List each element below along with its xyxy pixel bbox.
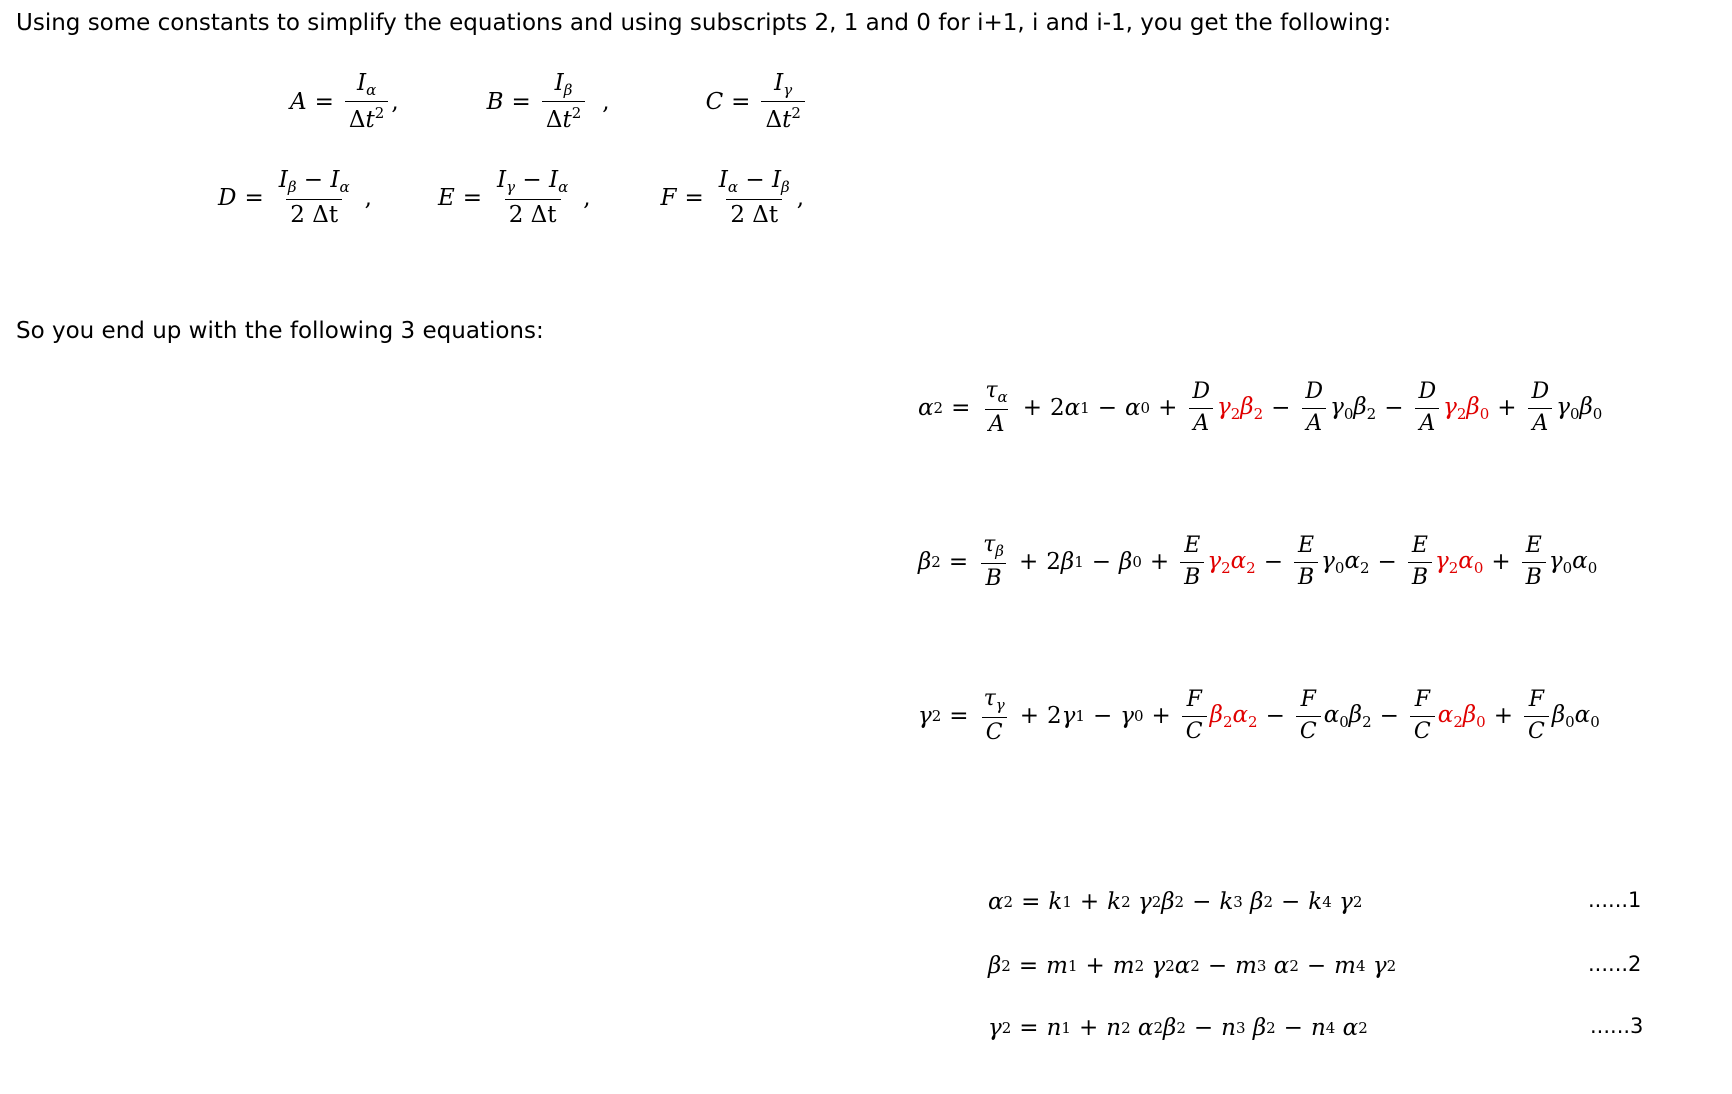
- simplified-equation-1: α 2 = k 1 + k 2 γ 2 β 2 − k 3 β 2 − k 4 γ 2: [988, 889, 1363, 915]
- const-f-label: F: [660, 185, 677, 211]
- const-f-fraction: $\frac{I_\alpha - I_\beta}{2 \Delta t}$: [718, 167, 790, 228]
- constants-row-1: A = $\frac{I_\alpha}{\Delta t^2}$ , B = $\frac{I_\beta}{\Delta t^2}$ , C = $\frac{I_\gamma}{\Delta t^2}$: [290, 72, 808, 132]
- beta-equation: β 2 = $\frac{\tau_\beta}{B}$ + 2 β 1 − β 0 + $\frac{E}{B}$ $\gamma_2\alpha_2$ − $\frac{E}{B}$ $\gamma_0\alpha_2$ − $\frac{E}{B}$ $\gamma_2\alpha_0$ + $\frac{E}{B}$ $\gamma_0\alpha_0$: [918, 532, 1598, 591]
- gamma-equation: γ 2 = $\frac{\tau_\gamma}{C}$ + 2 γ 1 − γ 0 + $\frac{F}{C}$ $\beta_2\alpha_2$ − $\frac{F}{C}$ $\alpha_0\beta_2$ − $\frac{F}{C}$ $\alpha_2\beta_0$ + $\frac{F}{C}$ $\beta_0\alpha_0$: [918, 686, 1600, 745]
- const-c-label: C: [705, 89, 724, 115]
- const-a-fraction: $\frac{I_\alpha}{\Delta t^2}$: [345, 71, 388, 134]
- const-e-label: E: [437, 185, 455, 211]
- const-c-fraction: $\frac{I_\gamma}{\Delta t^2}$: [761, 71, 804, 134]
- alpha-equation: α 2 = $\frac{\tau_\alpha}{A}$ + 2 α 1 − α 0 + $\frac{D}{A}$ $\gamma_2\beta_2$ − $\frac{D}{A}$ $\gamma_0\beta_2$ − $\frac{D}{A}$ $\gamma_2\beta_0$ + $\frac{D}{A}$ $\gamma_0\beta_0$: [918, 378, 1603, 437]
- simplified-equation-2: β 2 = m 1 + m 2 γ 2 α 2 − m 3 α 2 − m 4 γ 2: [988, 953, 1397, 979]
- equation-number-2: ......2: [1588, 952, 1642, 976]
- simplified-equation-3: γ 2 = n 1 + n 2 α 2 β 2 − n 3 β 2 − n 4 α 2: [988, 1015, 1368, 1041]
- const-b-fraction: $\frac{I_\beta}{\Delta t^2}$: [542, 71, 585, 134]
- const-a-label: A: [290, 89, 307, 115]
- const-e-fraction: $\frac{I_\gamma - I_\alpha}{2 \Delta t}$: [497, 167, 569, 228]
- end-text: So you end up with the following 3 equations:: [16, 318, 544, 344]
- const-d-label: D: [218, 185, 237, 211]
- const-b-label: B: [486, 89, 504, 115]
- equation-number-3: ......3: [1590, 1014, 1644, 1038]
- constants-row-2: D = $\frac{I_\beta - I_\alpha}{2 \Delta t}$ , E = $\frac{I_\gamma - I_\alpha}{2 \Delta t}$ , F = $\frac{I_\alpha - I_\beta}{2 \Delta t}$ ,: [218, 167, 805, 228]
- const-d-fraction: $\frac{I_\beta - I_\alpha}{2 \Delta t}$: [278, 167, 350, 228]
- intro-text: Using some constants to simplify the equations and using subscripts 2, 1 and 0 for i+1, i and i-1, you get the following:: [16, 10, 1392, 36]
- equation-number-1: ......1: [1588, 888, 1642, 912]
